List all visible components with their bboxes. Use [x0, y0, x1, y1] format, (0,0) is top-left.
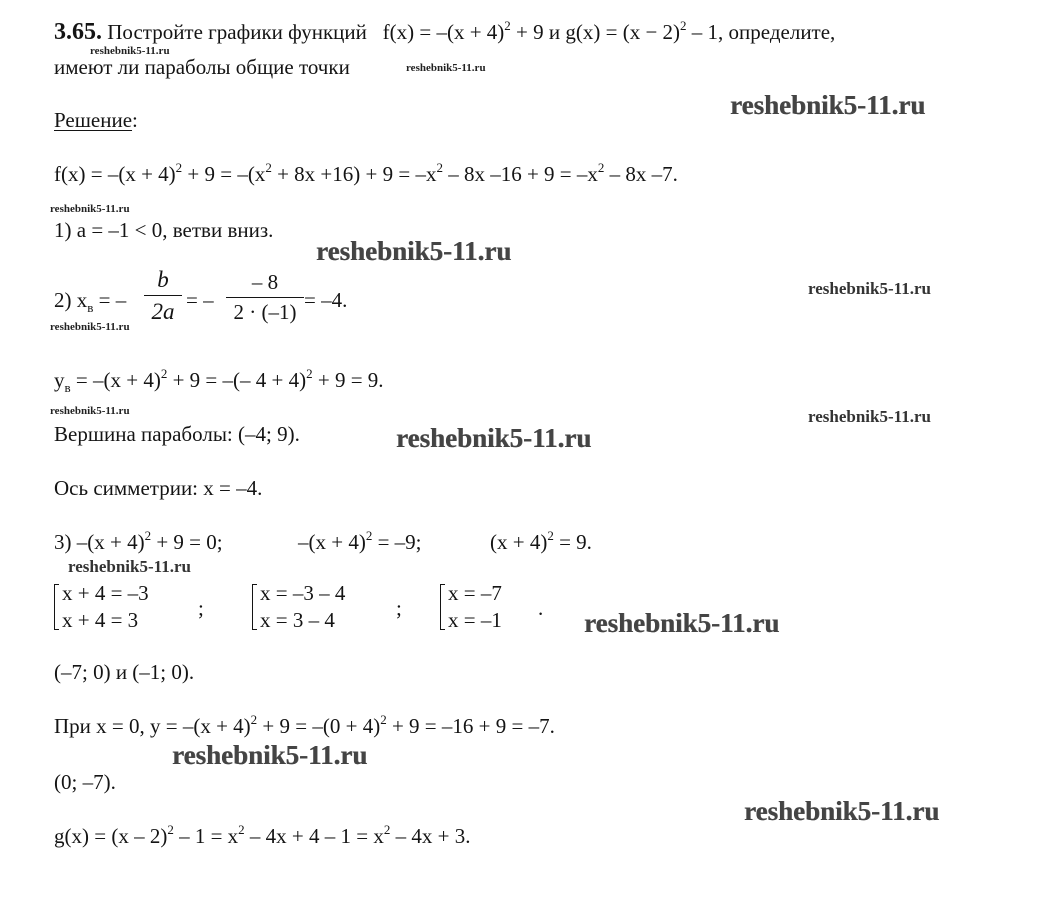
system-1-sep: ; [198, 596, 204, 620]
step-2-prefix: 2) $x_в$ = – [54, 288, 127, 315]
step-3: 3) $-(x + 4)^2 + 9 = 0$; [54, 528, 223, 554]
step-3-b: $-(x + 4)^2 = -9$; [298, 528, 422, 554]
point-line: (0; –7). [54, 770, 116, 794]
yv-line: $y_в = -(x + 4)^2 + 9$ = –(– 4 + 4)$^2$ + 9 = 9. [54, 366, 384, 395]
problem-title: Постройте графики функций [107, 20, 367, 44]
system-3-sep: . [538, 596, 544, 620]
solution-heading: Решение: [54, 108, 138, 132]
vertex-line: Вершина параболы: (–4; 9). [54, 422, 300, 446]
fraction-b-over-2a: b 2a [144, 268, 182, 323]
at-zero-line: При x = 0, $y = -(x + 4)^2 + 9 = -(0 + 4)^2 + 9 = -16 + 9 = -7$. [54, 712, 555, 738]
roots-line: (–7; 0) и (–1; 0). [54, 660, 195, 684]
step-3-c: $(x + 4)^2 = 9$. [490, 528, 592, 554]
watermark: reshebnik5-11.ru [396, 423, 592, 453]
system-1-line-2: x + 4 = 3 [62, 608, 139, 632]
system-bracket [440, 584, 445, 630]
watermark: reshebnik5-11.ru [90, 45, 170, 57]
system-bracket [54, 584, 59, 630]
system-2-line-1: x = –3 – 4 [260, 581, 346, 605]
system-bracket [252, 584, 257, 630]
problem-line-1 [54, 20, 835, 44]
watermark: reshebnik5-11.ru [584, 608, 780, 638]
watermark: reshebnik5-11.ru [68, 557, 191, 576]
fraction-minus8: – 8 2 · (–1) [226, 272, 304, 323]
watermark: reshebnik5-11.ru [744, 796, 940, 826]
step-2-result: = –4. [304, 288, 348, 312]
system-3-line-1: x = –7 [448, 581, 502, 605]
watermark: reshebnik5-11.ru [316, 236, 512, 266]
system-3-line-2: x = –1 [448, 608, 502, 632]
system-2-line-2: x = 3 – 4 [260, 608, 335, 632]
axis-line: Ось симметрии: x = –4. [54, 476, 263, 500]
watermark: reshebnik5-11.ru [730, 90, 926, 120]
watermark: reshebnik5-11.ru [50, 405, 130, 417]
watermark: reshebnik5-11.ru [50, 203, 130, 215]
watermark: reshebnik5-11.ru [172, 740, 368, 770]
f-expansion: $f(x) = -(x + 4)^2 + 9 = -(x^2 + 8x +16) + 9 = -x^2 - 8x$ $-16 + 9 = -x^2 - 8x$ –7. [54, 160, 678, 186]
problem-line-2: имеют ли параболы общие точки [54, 55, 350, 79]
step-2-eq2: = – [186, 288, 214, 312]
step-1: 1) a = –1 < 0, ветви вниз. [54, 218, 274, 242]
system-1-line-1: x + 4 = –3 [62, 581, 149, 605]
g-expansion: $g(x) = (x - 2)^2 - 1 = x^2 - 4x + 4 - 1 = x^2 - 4x + 3$. [54, 822, 471, 848]
watermark: reshebnik5-11.ru [50, 321, 130, 333]
problem-number: 3.65. [54, 19, 102, 45]
watermark: reshebnik5-11.ru [808, 279, 931, 298]
f-definition: $f(x) = -(x + 4)^2 + 9$ и $g(x) = (x - 2)^2 - 1$, определите, [382, 18, 836, 44]
watermark: reshebnik5-11.ru [808, 407, 931, 426]
watermark: reshebnik5-11.ru [406, 62, 486, 74]
system-2-sep: ; [396, 596, 402, 620]
